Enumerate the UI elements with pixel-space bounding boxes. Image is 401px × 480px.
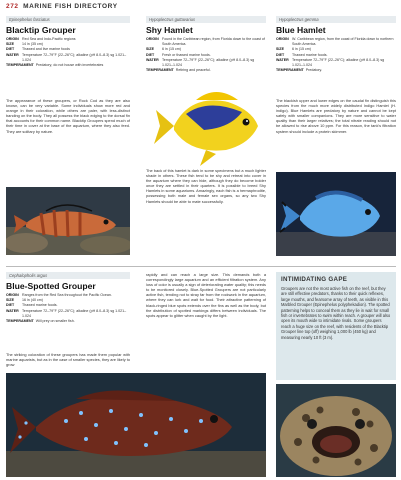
shy-hamlet-title: Shy Hamlet <box>146 25 193 35</box>
shy-hamlet-body: The back of this hamlet is dark in some specimens but a much lighter shade in others. These fish tend to be shy and retreat into cover in the aquarium where they can hide, although they do become bolder once they are settled in their quarters. It is possible to breed Shy Hamlets in some aquariums. Amazingly, each fish is a hermaphrodite, possessing both male and female sex organs, so any two Shy Hamlets should be able to mate successfully. <box>146 168 266 204</box>
fact-size: SIZE 6 in (15 cm) <box>276 47 311 52</box>
fact-water: WATER Temperature 72–79°F (22–26°C); alkaline (pH 8.0–8.3) sg 1.021–1.024 <box>6 52 127 62</box>
blue-hamlet-facts <box>276 37 396 73</box>
blue-spotted-sci-name: Cephalopholis argus <box>6 272 130 279</box>
fact-diet: DIET Thawed marine foods. <box>276 52 328 57</box>
fact-origin: ORIGIN Found in the Caribbean region, from Florida down to the coast of South America. <box>146 37 265 47</box>
fact-temperament: TEMPERAMENT Predatory; do not house with invertebrates <box>6 63 104 68</box>
fact-size: SIZE 14 in (35 cm) <box>6 42 43 47</box>
blue-spotted-title: Blue-Spotted Grouper <box>6 281 96 291</box>
blacktip-body: The appearance of these groupers, or Rock Cod as they are also known, can be very variable. Some individuals show more red and orange in their coloration, while others are paler, with less-distinct banding on the body. They all possess the black edging to the dorsal fin that accounts for their common name. Blacktip Groupers spend much of their time in cover at the base of the aquarium, where they also feed. They are solitary by nature. <box>6 98 130 134</box>
page-number: 272 <box>6 3 19 10</box>
blacktip-grouper-photo <box>6 187 130 255</box>
fact-water: WATER Temperature 72–79°F (22–26°C); alkaline (pH 8.0–8.3) sg 1.021–1.024 <box>276 57 385 68</box>
fact-size: SIZE 16 in (40 cm) <box>6 298 43 303</box>
blue-hamlet-body: The blackish upper and lower edges on the caudal fin distinguish this species from the much more widely distributed Indigo Hamlet (H. indigo). Blue Hamlets are predatory by nature and cannot be kept safely with smaller companions. They are more sensitive to water quality than their larger relatives; the total nitrate reading should not be allowed to rise above 10 ppm. For this reason, the tank's filtration system should include a protein skimmer. <box>276 98 396 134</box>
section-title: MARINE FISH DIRECTORY <box>23 3 118 10</box>
blue-spotted-facts <box>6 293 130 324</box>
blue-spotted-body-left: The striking coloration of these groupers has made them popular with marine aquarists, but as in the case of smaller species, they are likely to grow <box>6 352 130 368</box>
marbled-grouper-photo <box>276 384 396 477</box>
section-divider <box>6 266 396 267</box>
fact-diet: DIET Thawed marine foods. <box>6 303 58 308</box>
blue-spotted-grouper-photo <box>6 373 266 477</box>
intimidating-gape-box <box>276 272 396 380</box>
box-title: INTIMIDATING GAPE <box>281 276 348 283</box>
fact-size: SIZE 6 in (15 cm) <box>146 47 181 52</box>
shy-hamlet-sci-name: Hypoplectrus guttavarius <box>146 16 266 23</box>
fact-origin: ORIGIN Red Sea and Indo-Pacific regions <box>6 37 76 41</box>
blue-hamlet-sci-name: Hypoplectrus gemma <box>276 16 396 23</box>
box-text: Groupers are not the most active fish on the reef, but they are still effective predators, thanks to their quick reflexes, large mouths, and fearsome array of teeth, as visible in this Marbled Grouper (Epinephelus polyphekadion). The spotted patterning helps to conceal them as they lie in wait for small fish or invertebrates to swim within reach. A grouper will also open its mouth wide to intimidate rivals. Some groupers reach a huge size on the reef, with residents of the Blacktip Grouper line top (off) weighing 1,000 lb (450 kg) and measuring nearly 10 ft (3 m). <box>281 286 391 340</box>
fact-origin: ORIGIN W. Caribbean region, from the coast of Florida down to northern South America. <box>276 37 394 47</box>
shy-hamlet-facts <box>146 37 266 73</box>
blue-hamlet-photo <box>276 172 396 256</box>
blacktip-sci-name: Epinephelus fasciatus <box>6 16 130 23</box>
blacktip-facts <box>6 37 130 68</box>
fact-diet: DIET Thawed and live marine foods <box>6 47 70 52</box>
fact-temperament: TEMPERAMENT Will prey on smaller fish. <box>6 319 75 324</box>
fact-diet: DIET Fresh or thawed marine foods. <box>146 52 211 57</box>
fact-temperament: TEMPERAMENT Retiring and peaceful. <box>146 68 211 73</box>
blacktip-title: Blacktip Grouper <box>6 25 76 35</box>
blue-hamlet-title: Blue Hamlet <box>276 25 326 35</box>
blue-spotted-body-right: rapidly and can reach a large size. This demands both a correspondingly large aquarium and an efficient filtration system. Any loss of color is usually a sign of deteriorating water quality; this needs to be monitored closely. Blue-Spotted Groupers are not particularly active fish, tending not to stray far from the rockwork in the aquarium, where they can lurk and wait for food. Their attractive patterning of black-ringed blue spots extends over the fins as well as the body, but the distribution of spotted markings differs between individuals. The spots appear to glitter when caught by the light. <box>146 272 266 318</box>
fact-water: WATER Temperature 72–79°F (22–26°C); alkaline (pH 8.0–8.3) sg 1.021–1.024 <box>146 57 255 68</box>
page-header <box>6 3 118 10</box>
fact-temperament: TEMPERAMENT Predatory. <box>276 68 323 73</box>
fact-origin: ORIGIN Ranges from the Red Sea throughout the Pacific Ocean. <box>6 293 112 297</box>
shy-hamlet-photo <box>146 80 266 170</box>
fact-water: WATER Temperature 72–79°F (22–26°C); alkaline (pH 8.0–8.3) sg 1.021–1.024 <box>6 308 127 318</box>
